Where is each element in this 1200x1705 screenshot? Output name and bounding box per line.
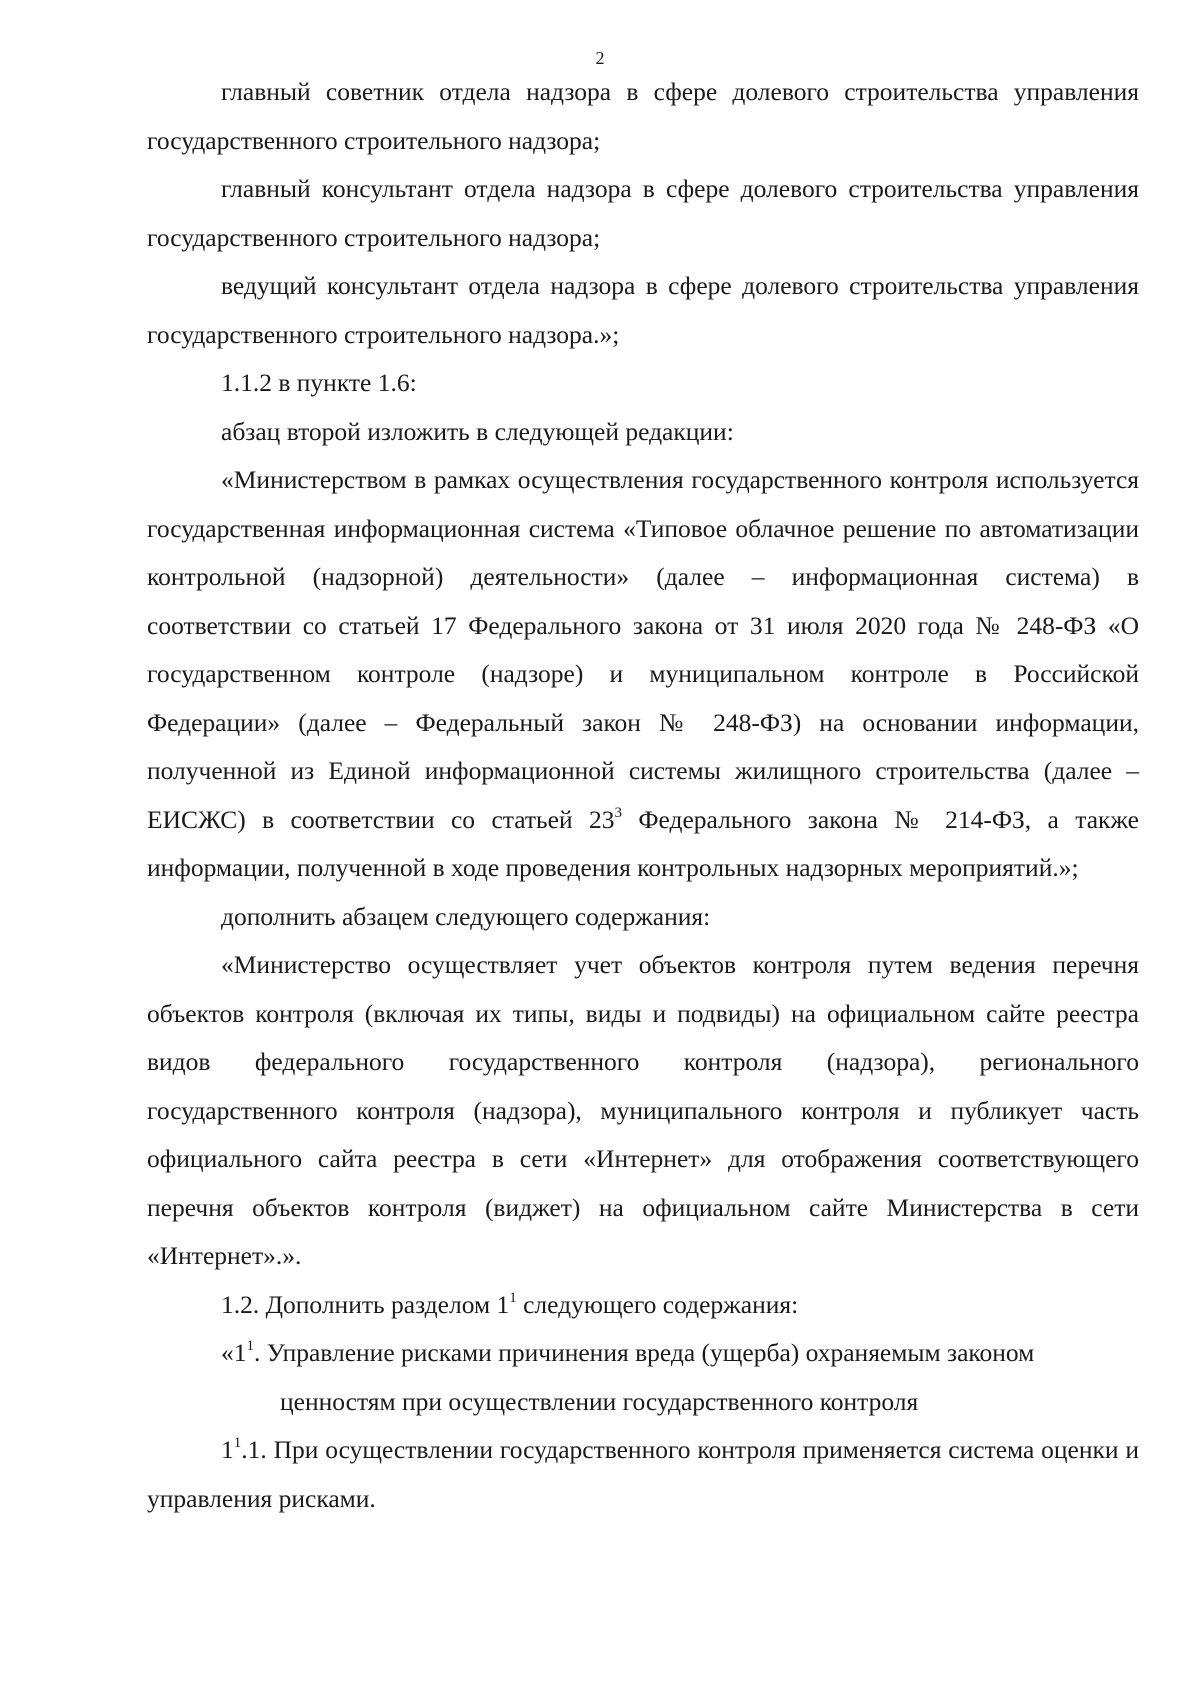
paragraph: абзац второй изложить в следующей редакции: xyxy=(221,416,734,446)
paragraph: главный консультант отдела надзора в сфере долевого строительства управления государственного строительного надзора; xyxy=(147,174,1139,252)
page-number: 2 xyxy=(595,48,605,68)
paragraph: дополнить абзацем следующего содержания: xyxy=(221,901,711,931)
paragraph xyxy=(147,1426,1139,1523)
paragraph xyxy=(147,456,1139,893)
superscript: 1 xyxy=(509,1289,517,1306)
heading-text: . Управление рисками причинения вреда (ущерба) охраняемым законом xyxy=(254,1338,1035,1367)
heading-text: ценностям при осуществлении государственного контроля xyxy=(280,1386,919,1416)
superscript: 1 xyxy=(233,1435,242,1451)
paragraph: 1.1.2 в пункте 1.6: xyxy=(221,368,417,397)
paragraph-text: «Министерством в рамках осуществления государственного контроля используется государственная информационная система «Типовое облачное решение по автоматизации контрольной (надзорной) деятельности» (далее – информационная система) в соответствии со статьей 17 Федерального закона от 31 июля 2020 года № 248-ФЗ «О государственном контроле (надзоре) и муниципальном контроле в Российской Федерации» (далее – Федеральный закон № 248-ФЗ) на основании информации, полученной из Единой информационной системы жилищного строительства (далее – ЕИСЖС) в соответствии со статьей 23 xyxy=(147,465,1139,834)
paragraph-text: 1 xyxy=(221,1435,234,1464)
paragraph: главный советник отдела надзора в сфере долевого строительства управления государственного строительного надзора; xyxy=(147,77,1139,155)
paragraph-text: Федерального закона № 214-ФЗ, а также информации, полученной в ходе проведения контрольных надзорных мероприятий.»; xyxy=(147,804,1139,882)
section-heading xyxy=(221,1329,1139,1426)
paragraph: ведущий консультант отдела надзора в сфере долевого строительства управления государственного строительного надзора.»; xyxy=(147,271,1139,349)
superscript: 3 xyxy=(614,804,622,821)
paragraph xyxy=(147,1281,1139,1330)
paragraph-text: .1. При осуществлении государственного контроля применяется система оценки и управления рисками. xyxy=(147,1435,1139,1513)
superscript: 1 xyxy=(246,1338,254,1354)
paragraph-text: следующего содержания: xyxy=(516,1289,799,1319)
document-body xyxy=(147,68,1139,1523)
heading-text: «1 xyxy=(221,1338,247,1367)
paragraph-text: 1.2. Дополнить разделом 1 xyxy=(221,1289,510,1319)
paragraph: «Министерство осуществляет учет объектов контроля путем ведения перечня объектов контроля (включая их типы, виды и подвиды) на официальном сайте реестра видов федерального государственного контроля (надзора), регионального государственного контроля (надзора), муниципального контроля и публикует часть официального сайта реестра в сети «Интернет» для отображения соответствующего перечня объектов контроля (виджет) на официальном сайте Министерства в сети «Интернет».». xyxy=(147,950,1139,1270)
